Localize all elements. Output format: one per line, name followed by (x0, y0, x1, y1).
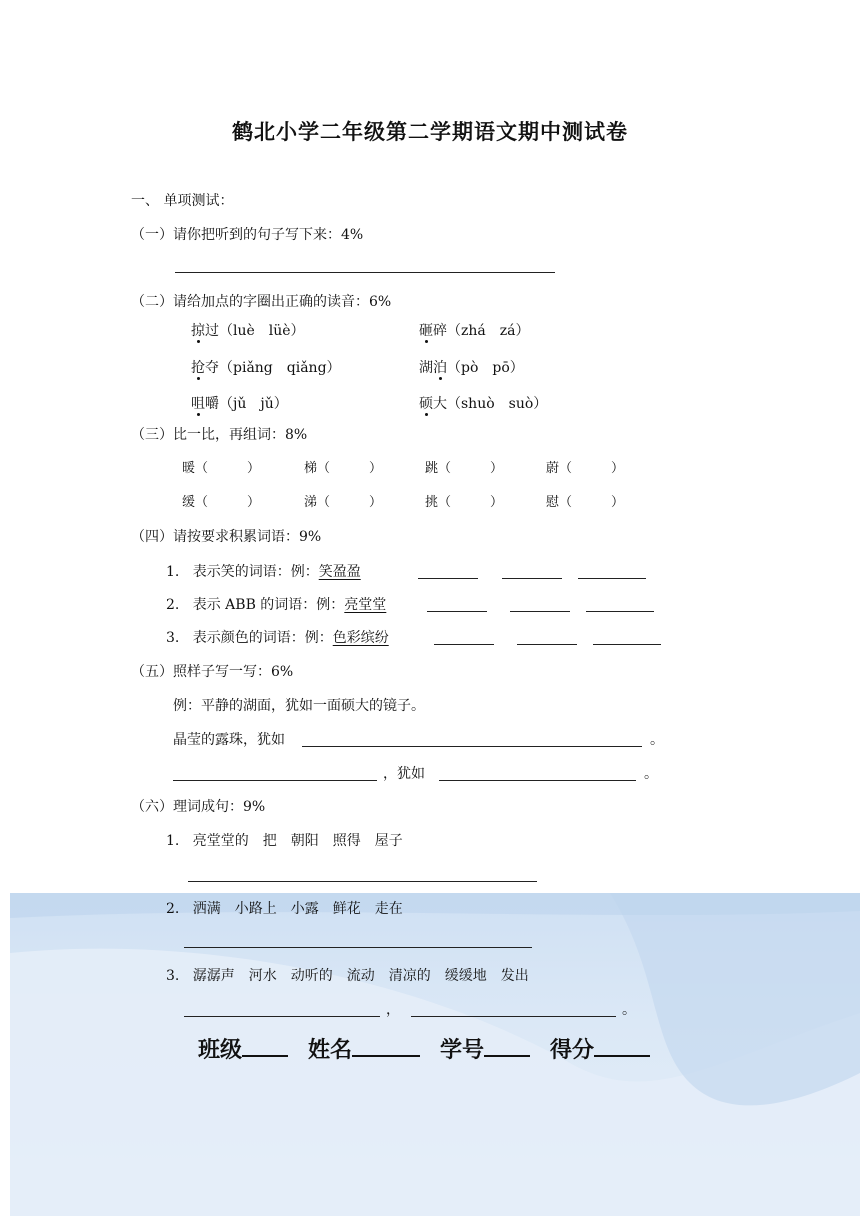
page-title: 鹤北小学二年级第二学期语文期中测试卷 (232, 119, 628, 144)
name-blank[interactable] (352, 1033, 420, 1057)
q6-answer-line-2[interactable] (184, 947, 532, 948)
class-label: 班级 (198, 1038, 243, 1063)
answer-line[interactable] (434, 644, 494, 645)
answer-line[interactable] (427, 611, 487, 612)
q5-answer-line-1[interactable] (302, 746, 642, 747)
answer-line[interactable] (593, 644, 661, 645)
q4-example: 色彩缤纷 (332, 630, 389, 646)
q2-heading: （二）请给加点的字圈出正确的读音：6% (131, 294, 392, 310)
q3-heading: （三）比一比，再组词：8% (131, 427, 308, 443)
q2-item: 砸碎（zhá zá） (419, 323, 530, 339)
answer-line[interactable] (578, 578, 646, 579)
id-blank[interactable] (484, 1033, 530, 1057)
answer-line[interactable] (586, 611, 654, 612)
q4-example: 笑盈盈 (318, 564, 361, 580)
name-label: 姓名 (308, 1038, 353, 1063)
answer-line[interactable] (418, 578, 478, 579)
q5-heading: （五）照样子写一写：6% (131, 664, 294, 680)
q1-answer-line[interactable] (175, 272, 555, 273)
q6-heading: （六）理词成句：9% (131, 799, 266, 815)
q6-answer-line-3a[interactable] (184, 1016, 380, 1017)
q2-item: 咀嚼（jǔ jǔ） (191, 396, 288, 412)
comma: ， (386, 1002, 400, 1018)
period: 。 (644, 766, 658, 782)
q3-word: 缓（ ） (182, 495, 261, 510)
q6-answer-line-3b[interactable] (411, 1016, 616, 1017)
q5-line1-prefix: 晶莹的露珠，犹如 (173, 732, 285, 748)
q4-heading: （四）请按要求积累词语：9% (131, 529, 322, 545)
q3-word: 慰（ ） (546, 495, 625, 510)
answer-line[interactable] (517, 644, 577, 645)
q6-item-1: 1. 亮堂堂的 把 朝阳 照得 屋子 (166, 833, 403, 849)
q2-item: 掠过（luè lüè） (191, 323, 305, 339)
student-info-footer (198, 1033, 650, 1064)
q4-item-1: 1. 表示笑的词语：例：笑盈盈 (166, 564, 361, 580)
class-blank[interactable] (242, 1033, 288, 1057)
q4-item-3: 3. 表示颜色的词语：例：色彩缤纷 (166, 630, 389, 646)
q4-item-2: 2. 表示 ABB 的词语：例：亮堂堂 (166, 597, 387, 613)
q5-answer-line-2[interactable] (173, 780, 377, 781)
q3-word: 涕（ ） (304, 495, 383, 510)
q1-heading: （一）请你把听到的句子写下来：4% (131, 227, 364, 243)
q5-answer-line-3[interactable] (439, 780, 636, 781)
score-label: 得分 (550, 1038, 595, 1063)
q6-item-3: 3. 潺潺声 河水 动听的 流动 清凉的 缓缓地 发出 (166, 968, 529, 984)
q4-example: 亮堂堂 (344, 597, 387, 613)
q2-item: 湖泊（pò pō） (419, 360, 524, 376)
part1-heading: 一、 单项测试： (131, 193, 234, 209)
q5-example: 例：平静的湖面，犹如一面硕大的镜子。 (173, 698, 425, 714)
q6-answer-line-1[interactable] (188, 881, 537, 882)
q3-word: 梯（ ） (304, 461, 383, 476)
q3-word: 跳（ ） (425, 461, 504, 476)
period: 。 (622, 1002, 636, 1018)
q5-line2-mid: ，犹如 (383, 766, 425, 782)
period: 。 (650, 732, 664, 748)
answer-line[interactable] (502, 578, 562, 579)
q6-item-2: 2. 洒满 小路上 小露 鲜花 走在 (166, 901, 403, 917)
q3-word: 暖（ ） (182, 461, 261, 476)
score-blank[interactable] (594, 1033, 650, 1057)
q2-item: 抢夺（piǎng qiǎng） (191, 360, 341, 376)
answer-line[interactable] (510, 611, 570, 612)
id-label: 学号 (440, 1038, 485, 1063)
q3-word: 蔚（ ） (546, 461, 625, 476)
q3-word: 挑（ ） (425, 495, 504, 510)
q2-item: 硕大（shuò suò） (419, 396, 548, 412)
